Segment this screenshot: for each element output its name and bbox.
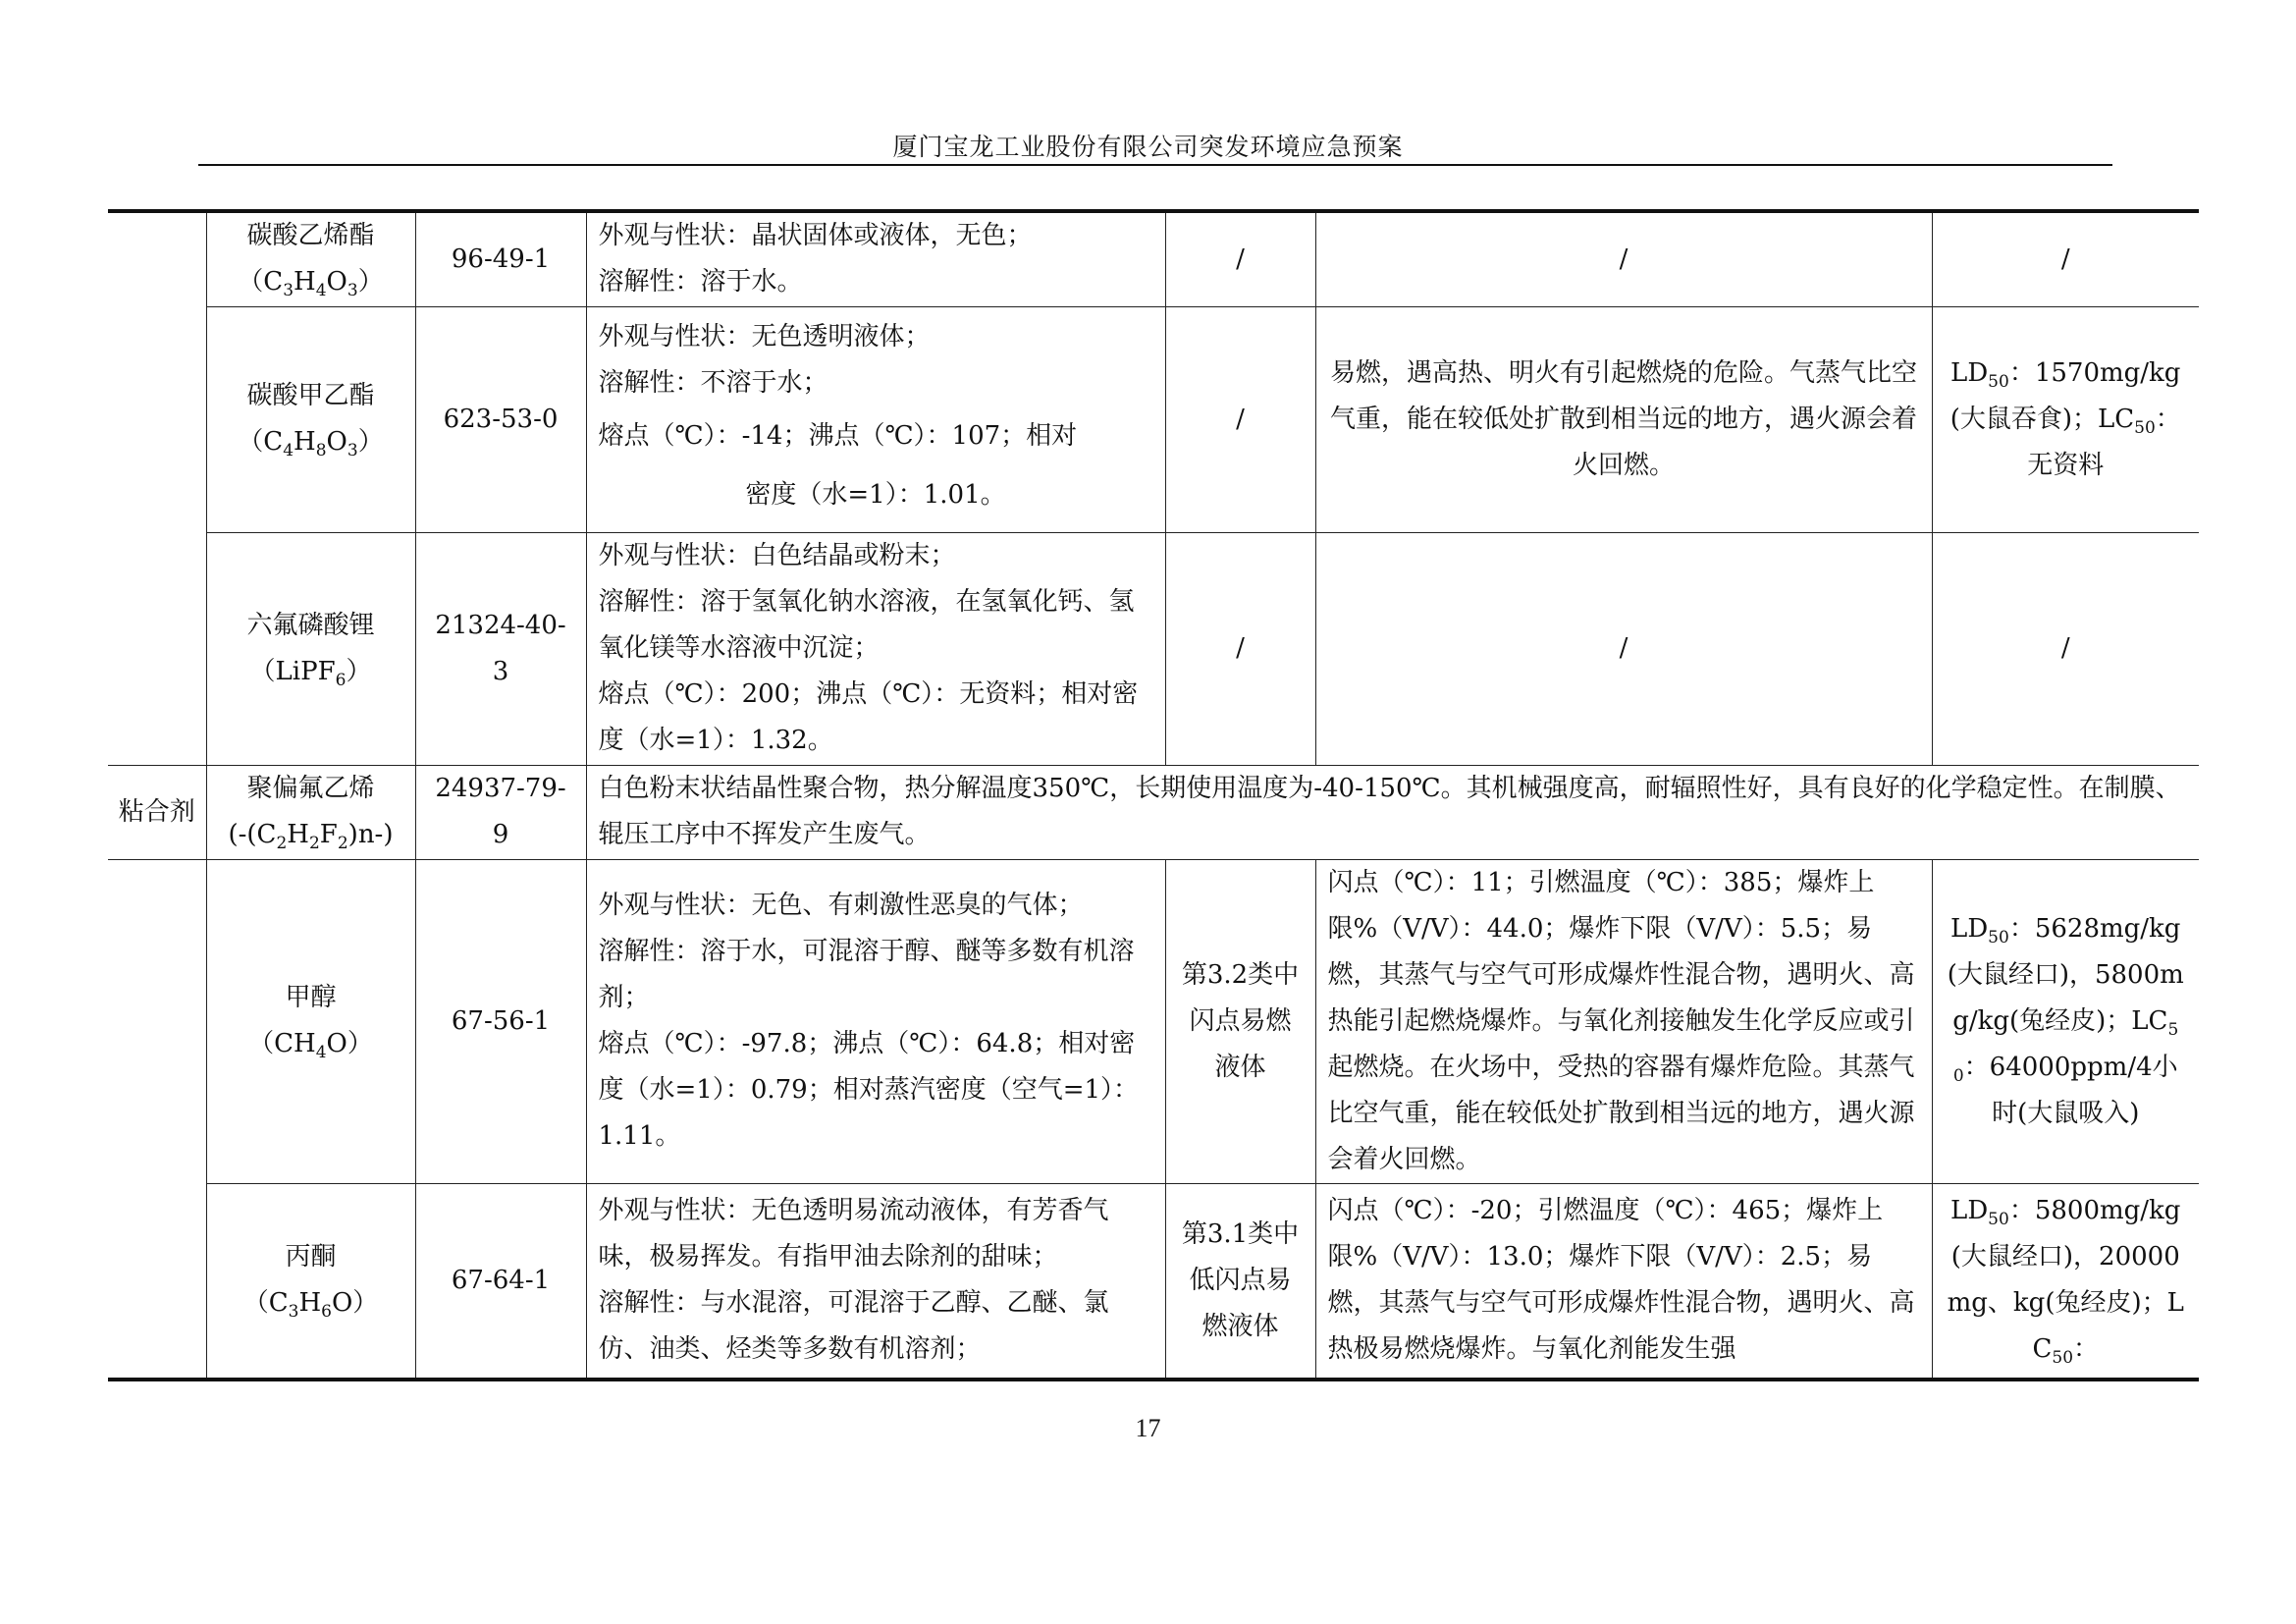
header-rule bbox=[198, 164, 2112, 166]
toxicity-cell: / bbox=[1932, 532, 2199, 765]
property-line: 熔点（℃）：200；沸点（℃）：无资料；相对密度（水=1）：1.32。 bbox=[598, 679, 1139, 755]
category-cell: 粘合剂 bbox=[108, 765, 206, 859]
property-line: 外观与性状：无色、有刺激性恶臭的气体； bbox=[598, 891, 1084, 920]
table-row bbox=[108, 532, 2199, 765]
cas-number-cell: 623-53-0 bbox=[415, 306, 586, 532]
property-line: 外观与性状：无色透明易流动液体，有芳香气味，极易挥发。有指甲油去除剂的甜味； bbox=[598, 1196, 1109, 1272]
chemical-name: 丙酮 bbox=[285, 1242, 337, 1272]
chemical-name: 聚偏氟乙烯 bbox=[246, 774, 375, 803]
chemical-name: 碳酸甲乙酯 bbox=[246, 381, 375, 410]
toxicity-cell: $LD_{50}$：5800mg/kg(大鼠经口)，20000mg、kg(兔经皮)；$LC_{50}$： bbox=[1932, 1183, 2199, 1380]
chemical-formula: （LiPF$_6$） bbox=[249, 656, 372, 690]
chemical-formula: $(-(C_2H_2F_2)n-)$ bbox=[228, 820, 394, 854]
category-cell bbox=[108, 211, 206, 765]
property-line: 溶解性：不溶于水； bbox=[598, 368, 828, 398]
property-line: 溶解性：溶于氢氧化钠水溶液，在氢氧化钙、氢氧化镁等水溶液中沉淀； bbox=[598, 587, 1135, 663]
description-cell: 白色粉末状结晶性聚合物，热分解温度350℃，长期使用温度为-40-150℃。其机械强度高，耐辐照性好，具有良好的化学稳定性。在制膜、辊压工序中不挥发产生废气。 bbox=[586, 765, 2199, 859]
table-row bbox=[108, 211, 2199, 306]
chemical-name-cell bbox=[206, 211, 415, 306]
property-line: 溶解性：溶于水，可混溶于醇、醚等多数有机溶剂； bbox=[598, 937, 1135, 1012]
table-row bbox=[108, 306, 2199, 532]
hazard-class-cell: / bbox=[1165, 532, 1315, 765]
table-row bbox=[108, 1183, 2199, 1380]
table-row bbox=[108, 859, 2199, 1183]
cas-number-cell: 21324-40-3 bbox=[415, 532, 586, 765]
chemical-name-cell bbox=[206, 532, 415, 765]
cas-number-cell: 24937-79-9 bbox=[415, 765, 586, 859]
chemical-formula: $(C_3H_6O)$ bbox=[242, 1288, 379, 1323]
hazard-cell: 易燃，遇高热、明火有引起燃烧的危险。气蒸气比空气重，能在较低处扩散到相当远的地方，遇火源会着火回燃。 bbox=[1315, 306, 1932, 532]
page-number: 17 bbox=[1135, 1414, 1161, 1442]
chemical-name-cell bbox=[206, 1183, 415, 1380]
hazard-class-cell: / bbox=[1165, 306, 1315, 532]
chemical-properties-table bbox=[108, 209, 2199, 1381]
toxicity-cell: / bbox=[1932, 211, 2199, 306]
cas-number-cell: 96-49-1 bbox=[415, 211, 586, 306]
property-line: 溶解性：与水混溶，可混溶于乙醇、乙醚、氯仿、油类、烃类等多数有机溶剂； bbox=[598, 1288, 1109, 1365]
property-line: 密度（水=1）：1.01。 bbox=[745, 480, 1006, 510]
toxicity-cell: $LD_{50}$：5628mg/kg(大鼠经口)，5800mg/kg(兔经皮)；$LC_{50}$：64000ppm/4小时(大鼠吸入) bbox=[1932, 859, 2199, 1183]
chemical-name-cell bbox=[206, 765, 415, 859]
properties-cell bbox=[586, 859, 1165, 1183]
property-line: 外观与性状：白色结晶或粉末； bbox=[598, 541, 956, 570]
properties-cell bbox=[586, 1183, 1165, 1380]
chemical-formula: $(CH_4O)$ bbox=[248, 1029, 373, 1063]
hazard-class-cell: 第3.2类中闪点易燃液体 bbox=[1165, 859, 1315, 1183]
property-line: 熔点（℃）：-97.8；沸点（℃）：64.8；相对密度（水=1）：0.79；相对蒸汽密度（空气=1）：1.11。 bbox=[598, 1029, 1140, 1151]
chemical-name: 六氟磷酸锂 bbox=[246, 610, 375, 640]
chemical-table-container bbox=[108, 209, 2199, 1381]
hazard-cell: 闪点（℃）：11；引燃温度（℃）：385；爆炸上限%（V/V）：44.0；爆炸下限（V/V）：5.5；易燃，其蒸气与空气可形成爆炸性混合物，遇明火、高热能引起燃烧爆炸。与氧化剂接触发生化学反应或引起燃烧。在火场中，受热的容器有爆炸危险。其蒸气比空气重，能在较低处扩散到相当远的地方，遇火源会着火回燃。 bbox=[1315, 859, 1932, 1183]
chemical-name: 甲醇 bbox=[285, 983, 337, 1012]
document-header-title: 厦门宝龙工业股份有限公司突发环境应急预案 bbox=[892, 133, 1404, 161]
category-cell bbox=[108, 859, 206, 1380]
hazard-cell: 闪点（℃）：-20；引燃温度（℃）：465；爆炸上限%（V/V）：13.0；爆炸下限（V/V）：2.5；易燃，其蒸气与空气可形成爆炸性混合物，遇明火、高热极易燃烧爆炸。与氧化剂能发生强 bbox=[1315, 1183, 1932, 1380]
properties-cell bbox=[586, 306, 1165, 532]
chemical-formula: $(C_3H_4O_3)$ bbox=[238, 267, 384, 301]
cas-number-cell: 67-64-1 bbox=[415, 1183, 586, 1380]
hazard-cell: / bbox=[1315, 532, 1932, 765]
property-line: 熔点（℃）：-14；沸点（℃）：107；相对 bbox=[598, 421, 1078, 451]
chemical-name-cell bbox=[206, 306, 415, 532]
chemical-name-cell bbox=[206, 859, 415, 1183]
chemical-name: 碳酸乙烯酯 bbox=[246, 221, 375, 251]
property-line: 外观与性状：晶状固体或液体，无色； bbox=[598, 221, 1033, 251]
toxicity-cell: $LD_{50}$：1570mg/kg(大鼠吞食)；$LC_{50}$：无资料 bbox=[1932, 306, 2199, 532]
property-line: 外观与性状：无色透明液体； bbox=[598, 322, 931, 352]
hazard-cell: / bbox=[1315, 211, 1932, 306]
hazard-class-cell: 第3.1类中低闪点易燃液体 bbox=[1165, 1183, 1315, 1380]
properties-cell bbox=[586, 532, 1165, 765]
cas-number-cell: 67-56-1 bbox=[415, 859, 586, 1183]
chemical-formula: $(C_4H_8O_3)$ bbox=[238, 427, 384, 461]
table-row bbox=[108, 765, 2199, 859]
property-line: 溶解性：溶于水。 bbox=[598, 267, 803, 298]
hazard-class-cell: / bbox=[1165, 211, 1315, 306]
properties-cell bbox=[586, 211, 1165, 306]
